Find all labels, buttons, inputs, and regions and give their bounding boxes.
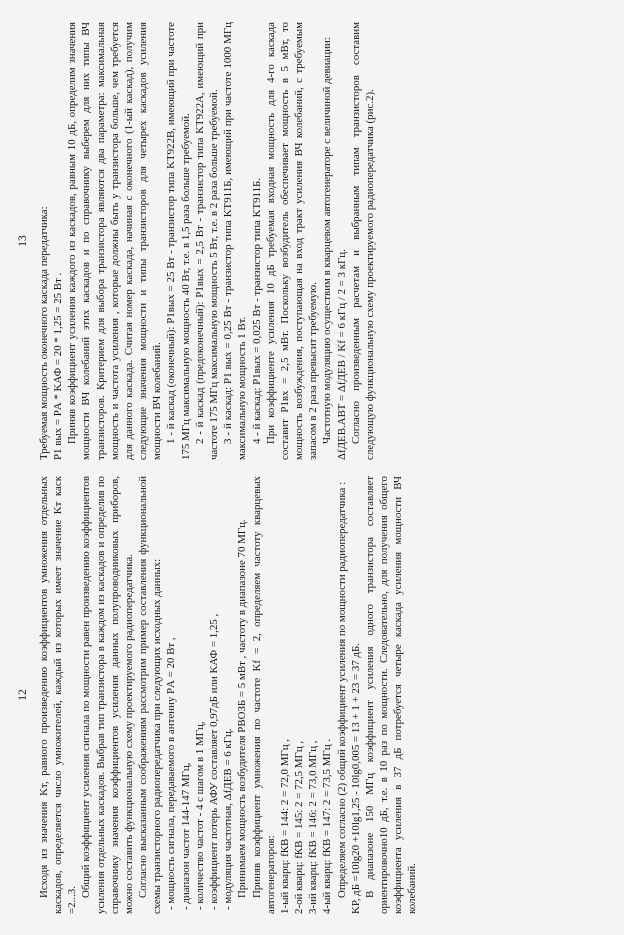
page-number-right: 13 <box>17 234 29 247</box>
paragraph: Требуемая мощность оконечного каскада передатчика: <box>37 205 50 460</box>
paragraph: Согласно высказанным соображениям рассмотрим пример составления функциональной схемы транзисторного радиопередатчика при следующих исходных данных: <box>137 475 164 914</box>
paragraph: Исходя из значения Kт, равного произведению коэффициентов умножения отдельных каскадов, определяется число умножителей, каждый из которых имеет значение Kт каск =2...3. <box>37 475 79 914</box>
paragraph: В диапазоне 150 МГц коэффициент усиления одного транзистора составляет ориентировочно10 дБ, т.е. в 10 раз по мощности. Следовательно, для получения общего коэффициента усиления в 37 дБ потребуется четыре каскада усиления мощности ВЧ колебаний. <box>363 475 419 914</box>
paragraph: Принимаем мощность возбудителя PВОЗБ = 5 мВт , частоту в диапазоне 70 МГц. <box>236 518 249 898</box>
paragraph: Приняв коэффициент умножения по частоте Kf = 2, определяем частоту кварцевых автогенераторов: <box>250 475 277 914</box>
left-page-body <box>37 476 420 914</box>
paragraph: 3-ий кварц: fКВ = 146: 2 = 73,0 МГц , <box>307 740 320 914</box>
paragraph: 2 - й каскад (предоконечный): P1вых = 2,5 Вт - транзистор типа KT922А, имеющий при частоте 175 МГц максимальную мощность 5 Вт, т.е. в 2 раза больше требуемой. <box>193 21 220 460</box>
right-page <box>16 22 612 460</box>
paragraph: - модуляция частотная, ΔfДЕВ = 6 кГц. <box>222 727 235 910</box>
paragraph: Определяем согласно (2) общий коэффициент усиления по мощности радиопередатчика : <box>335 481 348 898</box>
left-page <box>16 476 612 914</box>
paragraph: Согласно произведенным расчетам и выбранным типам транзисторов составим следующую функциональную схему проектируемого радиопередатчика (рис.2). <box>349 21 376 460</box>
paragraph: 4 - й каскад: P1вых = 0,025 Вт - транзистор типа KT911Б. <box>250 177 263 444</box>
right-page-body <box>37 22 377 460</box>
paragraph: - коэффициент потерь АФУ составляет 0,97дБ или KАФ = 1,25 , <box>208 613 220 910</box>
paragraph: 1 - й каскад (оконечный): P1вых = 25 Вт - транзистор типа KT922В, имеющий при частоте 175 МГц максимальную мощность 40 Вт, т.е. в 1,5 раза больше требуемой. <box>165 21 192 460</box>
paragraph: KP, дБ =10lg20 +10lg1,25 - 10lg0,005 = 13 + 1 + 23 = 37 дБ. <box>349 642 362 914</box>
paragraph: При коэффициенте усиления 10 дБ требуемая входная мощность для 4-го каскада составит P1вх = 2,5 мВт. Поскольку возбудитель обеспечивает мощность в 5 мВт, то мощность возбуждения, поступающая на вход тракт усиления ВЧ колебаний, с требуемым запасом в 2 раза превысит требуемую. <box>264 21 320 460</box>
paragraph: Общий коэффициент усиления сигнала по мощности равен произведению коэффициентов усиления отдельных каскадов. Выбрав тип транзистора в каждом из каскадов и определив по справочнику значения коэффициентов усиления данных полупроводниковых приборов, можно составить функциональную схему проектируемого радиопередатчика. <box>80 475 135 914</box>
paragraph: 1-ый кварц: fКВ = 144: 2 = 72,0 МГц , <box>278 738 291 914</box>
paragraph: ΔfДЕВ.АВТ = ΔfДЕВ / Kf = 6 кГц / 2 = 3 кГц. <box>335 248 348 460</box>
page-number-left: 12 <box>17 688 29 701</box>
book-spread <box>10 14 614 922</box>
paragraph: - количество частот - 4 с шагом в 1 МГц, <box>193 720 206 910</box>
paragraph: P1 вых = PА * KАФ = 20 * 1,25 = 25 Вт . <box>52 272 65 460</box>
paragraph: Частотную модуляцию осуществим в кварцевом автогенераторе с величиной девиации: <box>321 36 334 444</box>
paragraph: 2-ой кварц: fКВ = 145: 2 = 72,5 МГц , <box>293 740 306 914</box>
paragraph: 3 - й каскад: P1 вых = 0,25 Вт - транзистор типа KT911Б, имеющий при частоте 1000 МГц максимальную мощность 1 Вт. <box>222 21 249 460</box>
paragraph: - мощность сигнала, передаваемого в антенну PА = 20 Вт , <box>165 636 178 910</box>
paragraph: Приняв коэффициент усиления каждого из каскадов, равным 10 дБ, определим значения мощности ВЧ колебаний этих каскадов и по справочнику выберем для них типы ВЧ транзисторов. Критерием для выбора транзистора являются два параметра: максимальная мощность и частота усиления , которые должны быть у транзистора больше, чем требуется для данного каскада. Считая номер каскада, начиная с оконечного (1-ый каскад), получим следующие значения мощности и типы транзисторов для четырех каскадов усиления мощности ВЧ колебаний. <box>66 21 164 460</box>
paragraph: - диапазон частот 144-147 МГц, <box>179 762 192 910</box>
paragraph: 4-ый кварц: fКВ = 147: 2 = 73,5 МГц . <box>321 738 334 914</box>
